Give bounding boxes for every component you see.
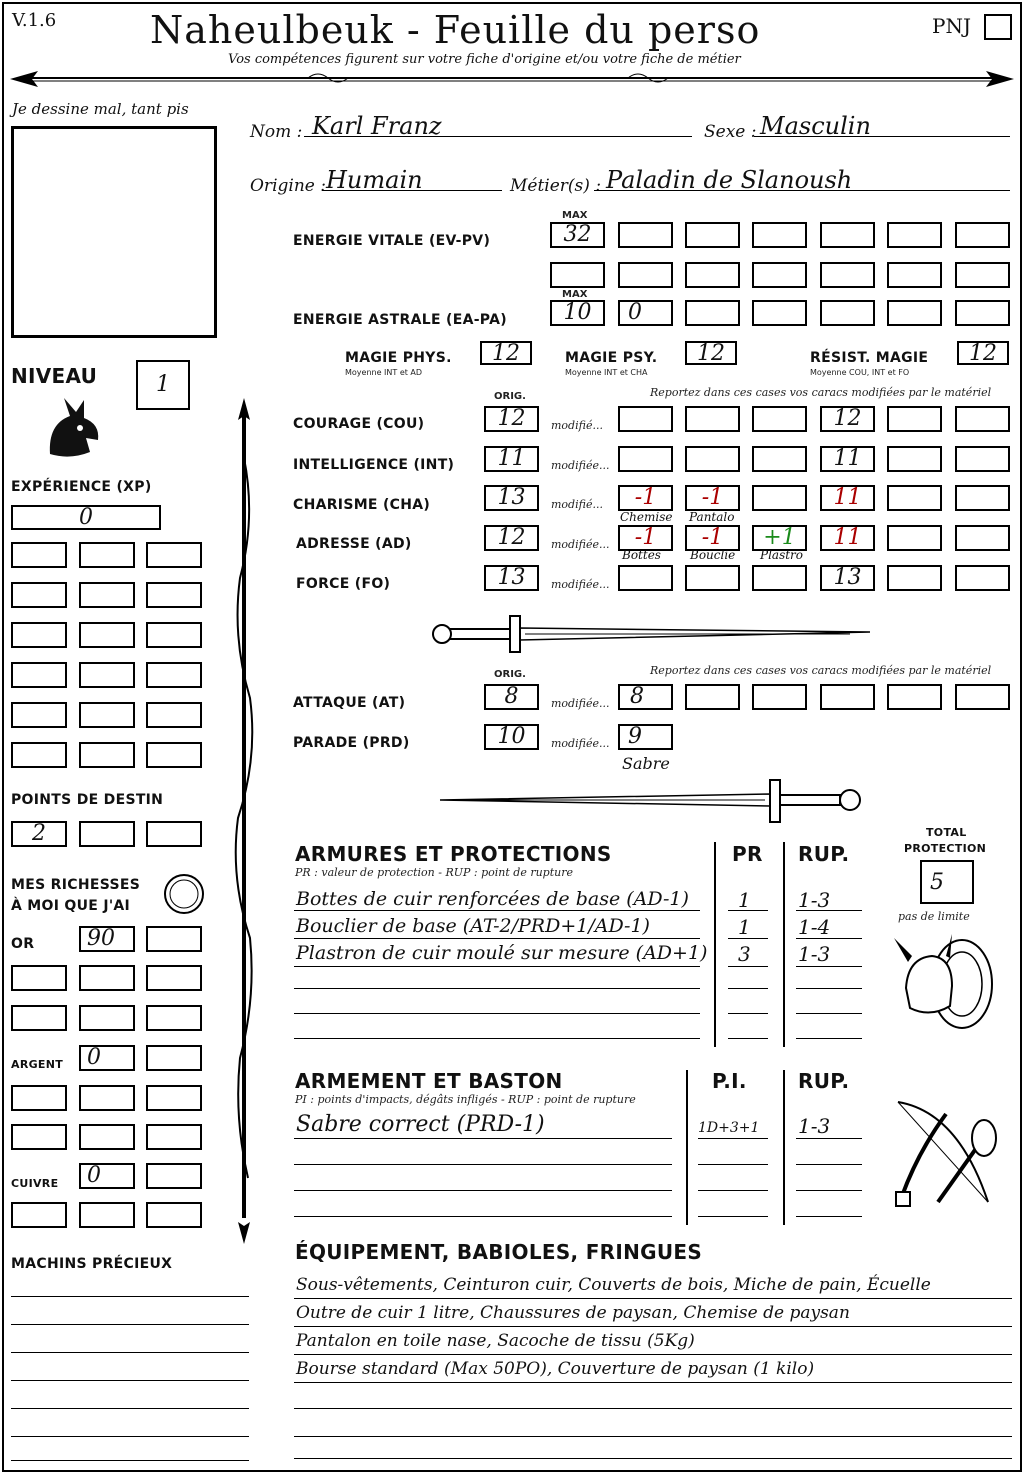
niveau-box[interactable]: 1 bbox=[136, 360, 190, 410]
machins-line[interactable] bbox=[11, 1362, 249, 1381]
ev-box[interactable] bbox=[752, 222, 807, 248]
cuivre-box[interactable] bbox=[146, 1202, 202, 1228]
ev-max-label: MAX bbox=[562, 210, 588, 221]
cuivre-box[interactable] bbox=[146, 1163, 202, 1189]
xp-box[interactable] bbox=[79, 702, 135, 728]
adresse-mod-box[interactable] bbox=[887, 525, 942, 551]
ev-box[interactable] bbox=[887, 222, 942, 248]
xp-box[interactable] bbox=[11, 542, 67, 568]
armure-3-pr: 3 bbox=[738, 942, 751, 966]
ea-label: ENERGIE ASTRALE (EA-PA) bbox=[293, 312, 507, 328]
magie-psy-label: MAGIE PSY. bbox=[565, 350, 658, 366]
adresse-mod-label: modifiée... bbox=[551, 538, 610, 551]
equipement-line-3: Pantalon en toile nase, Sacoche de tissu (5Kg) bbox=[296, 1331, 695, 1351]
armure-row[interactable] bbox=[294, 970, 700, 989]
machins-line[interactable] bbox=[11, 1446, 249, 1461]
magie-psy-box[interactable]: 12 bbox=[685, 341, 737, 365]
courage-label: COURAGE (COU) bbox=[293, 416, 425, 432]
orig-label: ORIG. bbox=[494, 391, 526, 402]
attaque-label: ATTAQUE (AT) bbox=[293, 695, 406, 711]
or-box[interactable] bbox=[11, 1005, 67, 1031]
adresse-mod-3-box[interactable]: +1 bbox=[752, 525, 807, 551]
xp-box[interactable] bbox=[11, 582, 67, 608]
intelligence-mod-box[interactable] bbox=[685, 446, 740, 472]
ea-box[interactable] bbox=[685, 300, 740, 326]
or-box[interactable]: 90 bbox=[79, 926, 135, 952]
or-box[interactable] bbox=[146, 926, 202, 952]
metier-label: Métier(s) : bbox=[510, 176, 602, 196]
ev-box[interactable] bbox=[820, 262, 875, 288]
xp-box[interactable] bbox=[79, 662, 135, 688]
armure-3-name: Plastron de cuir moulé sur mesure (AD+1) bbox=[296, 942, 708, 964]
arme-pi-field[interactable] bbox=[698, 1172, 768, 1191]
adresse-mod-3-note: Plastro bbox=[760, 548, 804, 562]
xp-box[interactable] bbox=[146, 582, 202, 608]
attaque-mod-box[interactable] bbox=[820, 684, 875, 710]
niveau-label: NIVEAU bbox=[11, 364, 98, 388]
attaque-mod-box[interactable] bbox=[685, 684, 740, 710]
armures-note: PR : valeur de protection - RUP : point de rupture bbox=[295, 866, 573, 879]
charisme-mod-1-note: Chemise bbox=[620, 510, 673, 524]
courage-final-box[interactable]: 12 bbox=[820, 406, 875, 432]
cuivre-label: CUIVRE bbox=[11, 1177, 59, 1190]
courage-mod-box[interactable] bbox=[887, 406, 942, 432]
machins-line[interactable] bbox=[11, 1334, 249, 1353]
ev-max-box[interactable]: 32 bbox=[550, 222, 605, 248]
argent-label: ARGENT bbox=[11, 1058, 64, 1071]
report-note: Reportez dans ces cases vos caracs modifiées par le matériel bbox=[650, 386, 992, 399]
equipement-line[interactable] bbox=[294, 1386, 1012, 1409]
attaque-mod-label: modifiée... bbox=[551, 697, 610, 710]
arme-1-pi: 1D+3+1 bbox=[698, 1120, 760, 1136]
argent-box[interactable] bbox=[11, 1085, 67, 1111]
armure-row[interactable] bbox=[294, 995, 700, 1014]
combat-orig-label: ORIG. bbox=[494, 669, 526, 680]
dragon-icon bbox=[40, 394, 106, 464]
parade-mod-label: modifiée... bbox=[551, 737, 610, 750]
equipement-line[interactable] bbox=[294, 1414, 1012, 1437]
xp-box[interactable] bbox=[11, 702, 67, 728]
equipement-line-4: Bourse standard (Max 50PO), Couverture de paysan (1 kilo) bbox=[296, 1359, 815, 1379]
richesses-label-1: MES RICHESSES bbox=[11, 877, 141, 893]
machins-line[interactable] bbox=[11, 1306, 249, 1325]
nom-label: Nom : bbox=[250, 122, 303, 142]
cuivre-box[interactable] bbox=[79, 1202, 135, 1228]
intelligence-orig-box[interactable]: 11 bbox=[484, 446, 539, 472]
xp-box[interactable] bbox=[146, 702, 202, 728]
ev-box[interactable] bbox=[887, 262, 942, 288]
armure-rup-field[interactable] bbox=[796, 995, 862, 1014]
armement-divider bbox=[686, 1070, 688, 1225]
arme-pi-field[interactable] bbox=[698, 1198, 768, 1217]
arme-rup-field[interactable] bbox=[796, 1146, 862, 1165]
staff-icon bbox=[228, 398, 260, 1244]
charisme-mod-label: modifié... bbox=[551, 498, 603, 511]
armure-row[interactable] bbox=[294, 1020, 700, 1039]
sheet-subtitle: Vos compétences figurent sur votre fiche d'origine et/ou votre fiche de métier bbox=[228, 52, 741, 67]
adresse-mod-1-box[interactable]: -1 bbox=[618, 525, 673, 551]
intelligence-final-box[interactable]: 11 bbox=[820, 446, 875, 472]
xp-box[interactable] bbox=[146, 662, 202, 688]
equipement-line[interactable] bbox=[294, 1442, 1012, 1459]
portrait-caption: Je dessine mal, tant pis bbox=[12, 100, 189, 118]
argent-box[interactable] bbox=[11, 1124, 67, 1150]
adresse-mod-2-note: Bouclie bbox=[690, 548, 736, 562]
parade-mod-1-note: Sabre bbox=[622, 754, 670, 773]
total-protection-label-1: TOTAL bbox=[926, 826, 967, 839]
ev-box[interactable] bbox=[955, 262, 1010, 288]
intelligence-label: INTELLIGENCE (INT) bbox=[293, 457, 455, 473]
courage-mod-box[interactable] bbox=[955, 406, 1010, 432]
coin-icon bbox=[162, 872, 206, 916]
total-protection-box[interactable]: 5 bbox=[920, 860, 974, 904]
metier-value: Paladin de Slanoush bbox=[606, 166, 853, 194]
courage-mod-box[interactable] bbox=[752, 406, 807, 432]
ea-max-label: MAX bbox=[562, 289, 588, 300]
adresse-mod-2-box[interactable]: -1 bbox=[685, 525, 740, 551]
armure-pr-field[interactable] bbox=[728, 970, 768, 989]
charisme-final-box[interactable]: 11 bbox=[820, 485, 875, 511]
sexe-value: Masculin bbox=[760, 112, 871, 140]
force-mod-box[interactable] bbox=[955, 565, 1010, 591]
xp-box[interactable] bbox=[79, 622, 135, 648]
total-protection-note: pas de limite bbox=[898, 910, 970, 923]
ea-box[interactable] bbox=[820, 300, 875, 326]
adresse-label: ADRESSE (AD) bbox=[296, 536, 412, 552]
force-mod-box[interactable] bbox=[618, 565, 673, 591]
ev-box[interactable] bbox=[618, 222, 673, 248]
weapons-icon bbox=[888, 1092, 1008, 1216]
charisme-mod-2-note: Pantalo bbox=[689, 510, 735, 524]
argent-box[interactable]: 0 bbox=[79, 1045, 135, 1071]
xp-box[interactable] bbox=[79, 542, 135, 568]
attaque-mod-box[interactable] bbox=[955, 684, 1010, 710]
courage-mod-box[interactable] bbox=[685, 406, 740, 432]
destin-box[interactable]: 2 bbox=[11, 821, 67, 847]
ea-box[interactable] bbox=[887, 300, 942, 326]
armure-3-rup: 1-3 bbox=[798, 942, 831, 966]
charisme-mod-box[interactable] bbox=[752, 485, 807, 511]
xp-box[interactable] bbox=[11, 742, 67, 768]
ea-max-box[interactable]: 10 bbox=[550, 300, 605, 326]
portrait-box[interactable] bbox=[11, 126, 217, 338]
machins-line[interactable] bbox=[11, 1390, 249, 1409]
origine-value: Humain bbox=[326, 166, 423, 194]
charisme-orig-box[interactable]: 13 bbox=[484, 485, 539, 511]
ea-box[interactable] bbox=[752, 300, 807, 326]
arme-row[interactable] bbox=[294, 1146, 672, 1165]
xp-box[interactable] bbox=[146, 542, 202, 568]
attaque-mod-1-box[interactable]: 8 bbox=[618, 684, 673, 710]
or-box[interactable] bbox=[146, 1005, 202, 1031]
argent-box[interactable] bbox=[79, 1124, 135, 1150]
armure-2-pr: 1 bbox=[738, 915, 751, 939]
force-mod-box[interactable] bbox=[752, 565, 807, 591]
combat-report-note: Reportez dans ces cases vos caracs modifiées par le matériel bbox=[650, 664, 992, 677]
nom-value: Karl Franz bbox=[312, 112, 442, 140]
ev-box[interactable] bbox=[752, 262, 807, 288]
equipement-line-2: Outre de cuir 1 litre, Chaussures de paysan, Chemise de paysan bbox=[296, 1303, 850, 1323]
armure-1-name: Bottes de cuir renforcées de base (AD-1) bbox=[296, 888, 689, 910]
magie-phys-note: Moyenne INT et AD bbox=[345, 368, 423, 377]
or-box[interactable] bbox=[146, 965, 202, 991]
arme-row[interactable] bbox=[294, 1198, 672, 1217]
arme-pi-field[interactable] bbox=[698, 1146, 768, 1165]
arme-rup-field[interactable] bbox=[796, 1172, 862, 1191]
destin-box[interactable] bbox=[79, 821, 135, 847]
resist-magie-label: RÉSIST. MAGIE bbox=[810, 350, 929, 366]
armure-1-rup: 1-3 bbox=[798, 888, 831, 912]
armement-divider bbox=[783, 1070, 785, 1225]
pnj-checkbox[interactable] bbox=[984, 14, 1012, 40]
charisme-mod-box[interactable] bbox=[955, 485, 1010, 511]
sword-icon bbox=[430, 612, 875, 656]
armure-rup-field[interactable] bbox=[796, 1020, 862, 1039]
argent-box[interactable] bbox=[146, 1085, 202, 1111]
version-label: V.1.6 bbox=[12, 10, 57, 31]
xp-box[interactable] bbox=[146, 742, 202, 768]
equipement-label: ÉQUIPEMENT, BABIOLES, FRINGUES bbox=[295, 1240, 703, 1264]
intelligence-mod-label: modifiée... bbox=[551, 459, 610, 472]
force-final-box[interactable]: 13 bbox=[820, 565, 875, 591]
ev-box[interactable] bbox=[618, 262, 673, 288]
arme-1-rup: 1-3 bbox=[798, 1114, 831, 1138]
armure-pr-field[interactable] bbox=[728, 1020, 768, 1039]
equipement-line-1: Sous-vêtements, Ceinturon cuir, Couverts de bois, Miche de pain, Écuelle bbox=[296, 1275, 931, 1295]
charisme-mod-2-box[interactable]: -1 bbox=[685, 485, 740, 511]
charisme-mod-1-box[interactable]: -1 bbox=[618, 485, 673, 511]
or-box[interactable] bbox=[79, 965, 135, 991]
attaque-orig-box[interactable]: 8 bbox=[484, 684, 539, 710]
sword-icon bbox=[430, 776, 875, 826]
armures-divider bbox=[714, 842, 716, 1047]
parade-orig-box[interactable]: 10 bbox=[484, 724, 539, 750]
ea-current-box[interactable]: 0 bbox=[618, 300, 673, 326]
helmet-shield-icon bbox=[890, 928, 1000, 1036]
arme-row[interactable] bbox=[294, 1172, 672, 1191]
armures-pr-label: PR bbox=[732, 842, 763, 866]
adresse-final-box[interactable]: 11 bbox=[820, 525, 875, 551]
argent-box[interactable] bbox=[146, 1124, 202, 1150]
machins-line[interactable] bbox=[11, 1278, 249, 1297]
xp-box[interactable] bbox=[79, 742, 135, 768]
armement-pi-label: P.I. bbox=[712, 1069, 747, 1093]
courage-mod-box[interactable] bbox=[618, 406, 673, 432]
attaque-mod-box[interactable] bbox=[887, 684, 942, 710]
ev-box[interactable] bbox=[685, 222, 740, 248]
force-mod-label: modifiée... bbox=[551, 578, 610, 591]
xp-box[interactable] bbox=[79, 582, 135, 608]
armures-label: ARMURES ET PROTECTIONS bbox=[295, 842, 612, 866]
attaque-mod-box[interactable] bbox=[752, 684, 807, 710]
sexe-label: Sexe : bbox=[704, 122, 757, 142]
ev-box[interactable] bbox=[820, 222, 875, 248]
charisme-mod-box[interactable] bbox=[887, 485, 942, 511]
spear-divider-icon bbox=[8, 66, 1016, 90]
xp-box[interactable] bbox=[11, 622, 67, 648]
ev-box[interactable] bbox=[550, 262, 605, 288]
courage-orig-box[interactable]: 12 bbox=[484, 406, 539, 432]
force-label: FORCE (FO) bbox=[296, 576, 391, 592]
argent-box[interactable] bbox=[146, 1045, 202, 1071]
armure-rup-field[interactable] bbox=[796, 970, 862, 989]
armure-pr-field[interactable] bbox=[728, 995, 768, 1014]
intelligence-mod-box[interactable] bbox=[752, 446, 807, 472]
ev-label: ENERGIE VITALE (EV-PV) bbox=[293, 233, 491, 249]
armement-note: PI : points d'impacts, dégâts infligés - RUP : point de rupture bbox=[295, 1093, 636, 1106]
parade-mod-1-box[interactable]: 9 bbox=[618, 724, 673, 750]
arme-rup-field[interactable] bbox=[796, 1198, 862, 1217]
magie-phys-label: MAGIE PHYS. bbox=[345, 350, 452, 366]
richesses-label-2: À MOI QUE J'AI bbox=[11, 898, 131, 914]
machins-label: MACHINS PRÉCIEUX bbox=[11, 1256, 173, 1272]
sheet-title: Naheulbeuk - Feuille du perso bbox=[150, 8, 761, 52]
ev-box[interactable] bbox=[685, 262, 740, 288]
experience-label: EXPÉRIENCE (XP) bbox=[11, 479, 152, 495]
force-mod-box[interactable] bbox=[685, 565, 740, 591]
adresse-mod-box[interactable] bbox=[955, 525, 1010, 551]
or-label: OR bbox=[11, 936, 35, 952]
origine-label: Origine : bbox=[250, 176, 326, 196]
destin-box[interactable] bbox=[146, 821, 202, 847]
magie-psy-note: Moyenne INT et CHA bbox=[565, 368, 648, 377]
or-box[interactable] bbox=[79, 1005, 135, 1031]
or-box[interactable] bbox=[11, 965, 67, 991]
intelligence-mod-box[interactable] bbox=[955, 446, 1010, 472]
courage-mod-label: modifié... bbox=[551, 419, 603, 432]
argent-box[interactable] bbox=[79, 1085, 135, 1111]
parade-label: PARADE (PRD) bbox=[293, 735, 410, 751]
armure-2-name: Bouclier de base (AT-2/PRD+1/AD-1) bbox=[296, 915, 650, 937]
ev-box[interactable] bbox=[955, 222, 1010, 248]
armures-divider bbox=[783, 842, 785, 1047]
experience-box[interactable]: 0 bbox=[11, 505, 161, 530]
total-protection-label-2: PROTECTION bbox=[904, 842, 987, 855]
force-mod-box[interactable] bbox=[887, 565, 942, 591]
charisme-label: CHARISME (CHA) bbox=[293, 497, 431, 513]
armement-label: ARMEMENT ET BASTON bbox=[295, 1069, 563, 1093]
xp-box[interactable] bbox=[11, 662, 67, 688]
intelligence-mod-box[interactable] bbox=[887, 446, 942, 472]
intelligence-mod-box[interactable] bbox=[618, 446, 673, 472]
resist-magie-note: Moyenne COU, INT et FO bbox=[810, 368, 910, 377]
adresse-mod-1-note: Bottes bbox=[622, 548, 661, 562]
force-orig-box[interactable]: 13 bbox=[484, 565, 539, 591]
armures-rup-label: RUP. bbox=[798, 842, 850, 866]
resist-magie-box[interactable]: 12 bbox=[957, 341, 1009, 365]
xp-box[interactable] bbox=[146, 622, 202, 648]
magie-phys-box[interactable]: 12 bbox=[480, 341, 532, 365]
pnj-label: PNJ bbox=[932, 14, 971, 38]
cuivre-box[interactable]: 0 bbox=[79, 1163, 135, 1189]
destin-label: POINTS DE DESTIN bbox=[11, 792, 164, 808]
adresse-orig-box[interactable]: 12 bbox=[484, 525, 539, 551]
armure-1-pr: 1 bbox=[738, 888, 751, 912]
armement-rup-label: RUP. bbox=[798, 1069, 850, 1093]
machins-line[interactable] bbox=[11, 1418, 249, 1437]
armure-2-rup: 1-4 bbox=[798, 915, 831, 939]
ea-box[interactable] bbox=[955, 300, 1010, 326]
cuivre-box[interactable] bbox=[11, 1202, 67, 1228]
arme-1-name: Sabre correct (PRD-1) bbox=[296, 1112, 545, 1137]
